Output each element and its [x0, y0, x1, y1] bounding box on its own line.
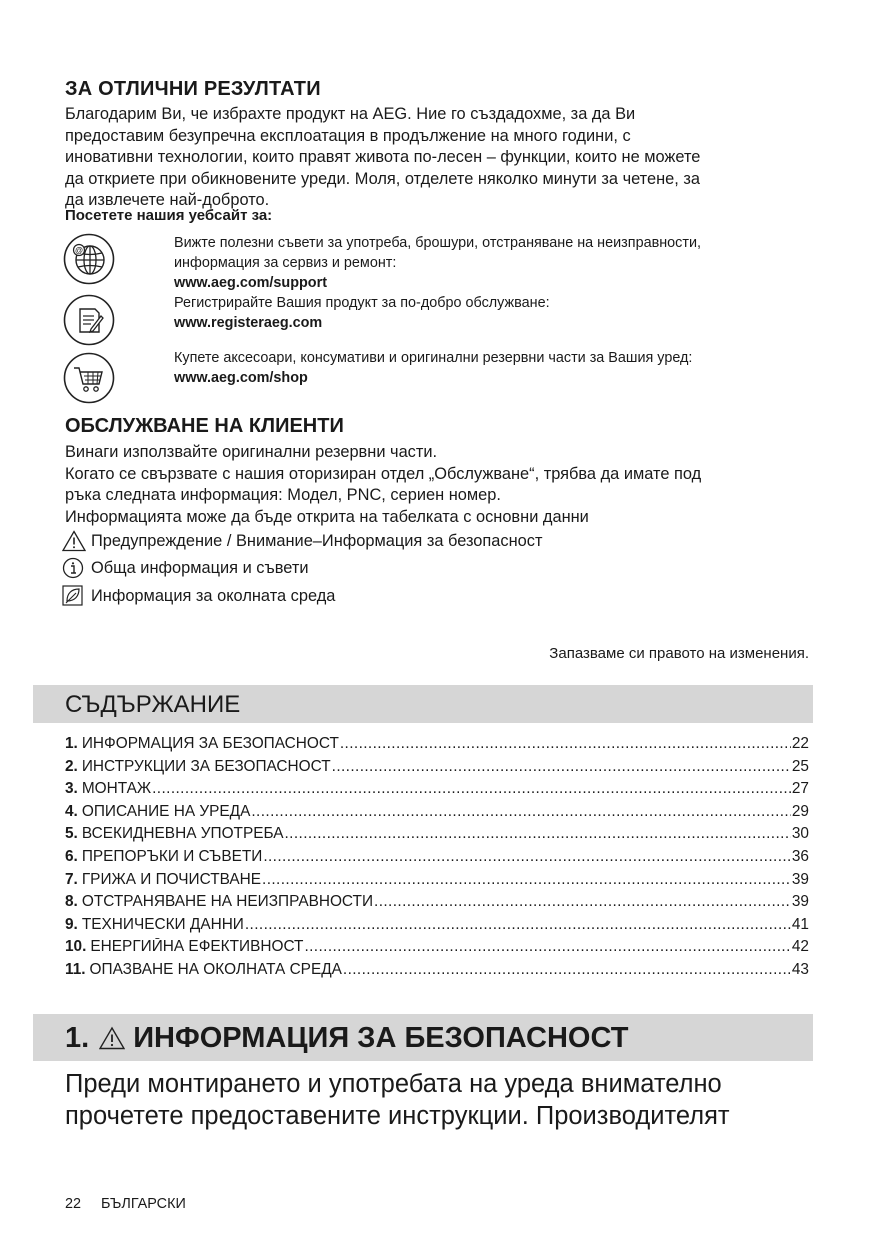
section-title — [65, 1019, 628, 1057]
toc-leader-dots — [340, 735, 791, 753]
toc-item-page: 41 — [791, 915, 809, 933]
toc-item-number: 3. — [65, 780, 78, 798]
toc-leader-dots — [285, 825, 791, 843]
toc-title: СЪДЪРЖАНИЕ — [65, 691, 241, 718]
register-document-icon — [63, 294, 115, 346]
toc-item-page: 39 — [791, 893, 809, 911]
info-circle-icon — [62, 557, 86, 579]
toc-item-label: ИНСТРУКЦИИ ЗА БЕЗОПАСНОСТ — [81, 757, 331, 775]
toc-item-label: ИНФОРМАЦИЯ ЗА БЕЗОПАСНОСТ — [81, 735, 339, 752]
toc-item-page: 22 — [791, 735, 809, 752]
toc-item-environmental-concerns[interactable] — [65, 961, 809, 984]
customer-line: Когато се свързвате с нашия оторизиран отдел „Обслужване“, трябва да имате под — [65, 464, 702, 483]
section-number: 1. — [65, 1022, 90, 1054]
legend-environment — [62, 585, 335, 607]
toc-item-product-description[interactable] — [65, 803, 809, 826]
toc-item-number: 8. — [65, 893, 78, 911]
register-url-link[interactable]: www.registeraeg.com — [174, 315, 323, 331]
toc-item-number: 1. — [65, 735, 78, 752]
intro-line: иновативни технологии, които правят живота по-лесен – функции, които не можете — [65, 148, 701, 167]
customer-line: Информацията може да бъде открита на табелката с основни данни — [65, 507, 589, 526]
customer-line: Винаги използвайте оригинални резервни части. — [65, 443, 438, 461]
shopping-cart-icon — [63, 352, 115, 404]
toc-item-page: 27 — [791, 780, 809, 798]
toc-leader-dots — [332, 758, 791, 776]
toc-item-number: 6. — [65, 847, 78, 865]
toc-item-daily-use[interactable] — [65, 825, 809, 848]
intro-line: предоставим безупречна експлоатация в продължение на много години, с — [65, 126, 631, 145]
toc-leader-dots — [343, 961, 791, 979]
legend-info — [62, 557, 308, 579]
shop-text-line: Купете аксесоари, консумативи и оригинални резервни части за Вашия уред: — [174, 350, 693, 366]
customer-service-heading: ОБСЛУЖВАНЕ НА КЛИЕНТИ — [65, 415, 344, 437]
toc-item-label: ТЕХНИЧЕСКИ ДАННИ — [81, 915, 244, 933]
support-text-line: информация за сервиз и ремонт: — [174, 255, 397, 271]
toc-item-page: 30 — [791, 825, 809, 843]
legend-safety-text: Предупреждение / Внимание–Информация за безопасност — [91, 532, 543, 550]
visit-website-label: Посетете нашия уебсайт за: — [65, 207, 273, 224]
section-lead-paragraph — [65, 1068, 825, 1132]
page-footer — [65, 1196, 186, 1212]
section-title-text: ИНФОРМАЦИЯ ЗА БЕЗОПАСНОСТ — [133, 1022, 629, 1054]
toc-item-number: 10. — [65, 938, 87, 956]
customer-service-paragraph — [65, 442, 815, 528]
toc-item-number: 11. — [65, 960, 86, 978]
toc-item-label: ГРИЖА И ПОЧИСТВАНЕ — [81, 870, 262, 888]
register-text-line: Регистрирайте Вашия продукт за по-добро обслужване: — [174, 295, 550, 311]
toc-item-page: 39 — [791, 870, 809, 888]
table-of-contents — [65, 735, 809, 984]
toc-leader-dots — [251, 803, 791, 821]
intro-heading: ЗА ОТЛИЧНИ РЕЗУЛТАТИ — [65, 78, 321, 100]
toc-item-number: 4. — [65, 802, 78, 820]
toc-item-label: МОНТАЖ — [81, 780, 152, 798]
lead-line: прочетете предоставените инструкции. Производителят — [65, 1102, 730, 1130]
toc-item-number: 5. — [65, 825, 78, 843]
legend-safety — [62, 530, 542, 552]
svg-text:@: @ — [75, 246, 83, 255]
support-url-link[interactable]: www.aeg.com/support — [174, 275, 327, 291]
toc-item-label: ОТСТРАНЯВАНЕ НА НЕИЗПРАВНОСТИ — [81, 893, 374, 911]
toc-item-page: 25 — [791, 757, 809, 775]
rights-reserved-note: Запазваме си правото на изменения. — [549, 645, 809, 662]
toc-item-label: ОПАЗВАНЕ НА ОКОЛНАТА СРЕДА — [89, 960, 342, 978]
toc-item-technical-data[interactable] — [65, 916, 809, 939]
toc-leader-dots — [263, 848, 791, 866]
shop-url-link[interactable]: www.aeg.com/shop — [174, 370, 308, 386]
toc-item-safety-information[interactable] — [65, 735, 809, 758]
warning-triangle-icon — [99, 1026, 125, 1050]
page-number: 22 — [65, 1196, 82, 1212]
toc-leader-dots — [262, 871, 791, 889]
toc-leader-dots — [304, 938, 790, 956]
toc-item-page: 42 — [791, 938, 809, 956]
intro-line: да откриете при обикновените уреди. Моля, отделете няколко минути за четене, за — [65, 169, 701, 188]
toc-item-number: 9. — [65, 915, 78, 933]
intro-paragraph — [65, 104, 815, 212]
toc-item-care-and-cleaning[interactable] — [65, 871, 809, 894]
shop-link-block — [174, 348, 814, 388]
environment-leaf-icon — [62, 585, 86, 607]
toc-item-label: ОПИСАНИЕ НА УРЕДА — [81, 802, 251, 820]
toc-leader-dots — [152, 780, 791, 798]
toc-item-energy-efficiency[interactable] — [65, 938, 809, 961]
toc-item-label: ЕНЕРГИЙНА ЕФЕКТИВНОСТ — [90, 938, 304, 956]
toc-item-page: 43 — [791, 960, 809, 978]
legend-environment-text: Информация за околната среда — [91, 587, 336, 605]
customer-line: ръка следната информация: Модел, PNC, сериен номер. — [65, 486, 501, 505]
toc-leader-dots — [245, 916, 791, 934]
toc-item-page: 29 — [791, 802, 809, 820]
toc-item-label: ПРЕПОРЪКИ И СЪВЕТИ — [81, 847, 263, 865]
globe-web-icon — [63, 233, 115, 285]
warning-triangle-icon — [62, 530, 86, 552]
intro-line: Благодарим Ви, че избрахте продукт на AEG. Ние го създадохме, за да Ви — [65, 105, 636, 123]
toc-item-number: 2. — [65, 757, 78, 775]
toc-item-hints-and-tips[interactable] — [65, 848, 809, 871]
register-link-block — [174, 293, 814, 333]
toc-item-label: ВСЕКИДНЕВНА УПОТРЕБА — [81, 825, 284, 843]
legend-info-text: Обща информация и съвети — [91, 559, 309, 577]
intro-line: да извлечете най-доброто. — [65, 191, 270, 210]
toc-item-number: 7. — [65, 870, 78, 888]
support-text-line: Вижте полезни съвети за употреба, брошури, отстраняване на неизправности, — [174, 235, 701, 251]
toc-item-page: 36 — [791, 847, 809, 865]
footer-language: БЪЛГАРСКИ — [101, 1196, 186, 1212]
toc-item-troubleshooting[interactable] — [65, 893, 809, 916]
lead-line: Преди монтирането и употребата на уреда внимателно — [65, 1070, 722, 1098]
toc-leader-dots — [374, 893, 791, 911]
support-link-block — [174, 233, 814, 293]
toc-item-installation[interactable] — [65, 780, 809, 803]
toc-item-safety-instructions[interactable] — [65, 758, 809, 781]
